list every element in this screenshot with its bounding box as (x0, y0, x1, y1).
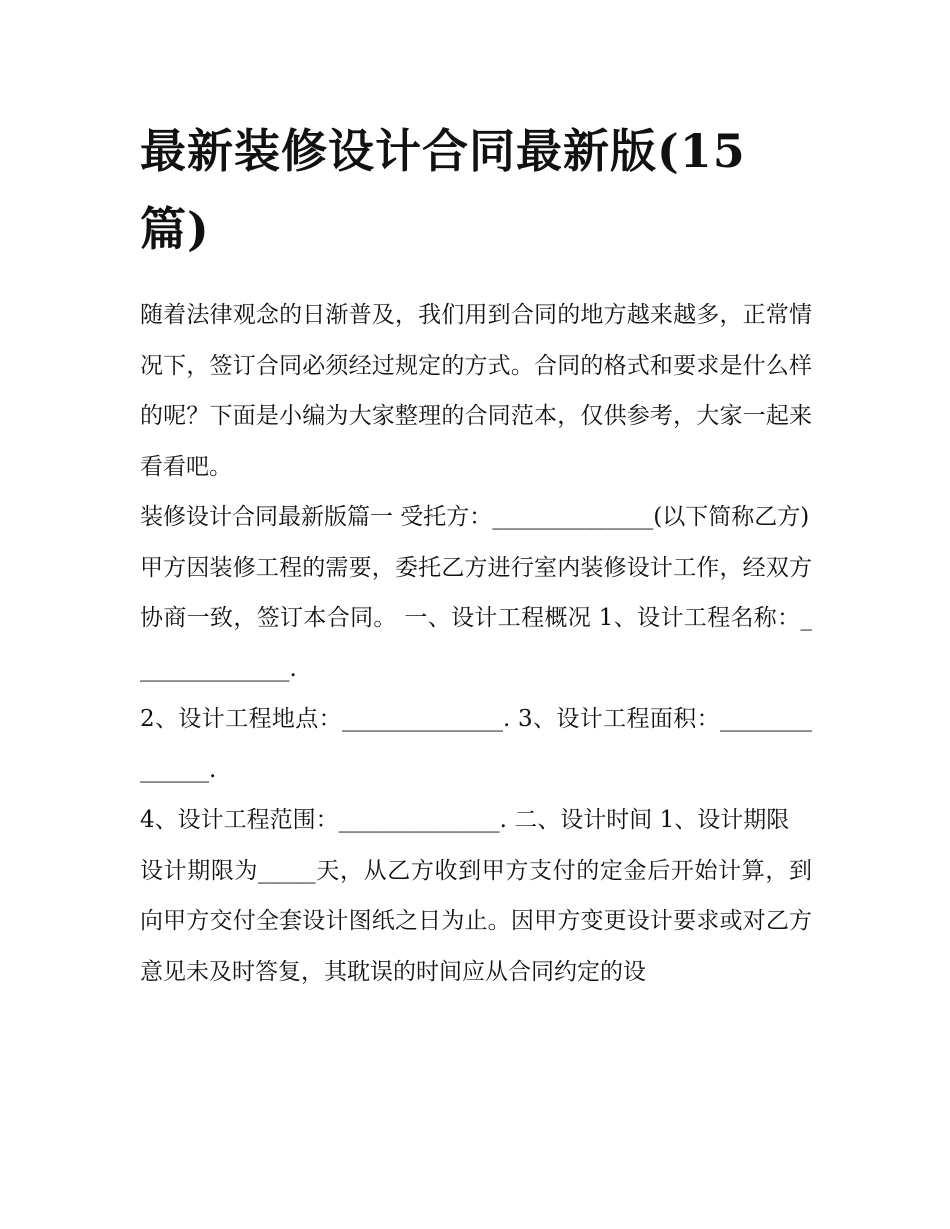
document-title: 最新装修设计合同最新版(15篇) (140, 124, 746, 256)
paragraph-article-one-header: 装修设计合同最新版篇一 受托方：______________(以下简称乙方) (140, 504, 810, 530)
paragraph-project-overview: 甲方因装修工程的需要，委托乙方进行室内装修设计工作，经双方协商一致，签订本合同。 一、设计工程概况 1、设计工程名称：______________. (140, 554, 812, 682)
paragraph-scope-time: 4、设计工程范围：______________. 二、设计时间 1、设计期限 (140, 807, 790, 833)
document-page (140, 112, 812, 997)
paragraph-location-area: 2、设计工程地点：______________. 3、设计工程面积：______________. (140, 706, 812, 783)
paragraph-design-period: 设计期限为_____天，从乙方收到甲方支付的定金后开始计算，到向甲方交付全套设计图纸之日为止。因甲方变更设计要求或对乙方意见未及时答复，其耽误的时间应从合同约定的设 (140, 857, 812, 985)
paragraph-intro: 随着法律观念的日渐普及，我们用到合同的地方越来越多，正常情况下，签订合同必须经过规定的方式。合同的格式和要求是什么样的呢？下面是小编为大家整理的合同范本，仅供参考，大家一起来看看吧。 (140, 302, 812, 480)
